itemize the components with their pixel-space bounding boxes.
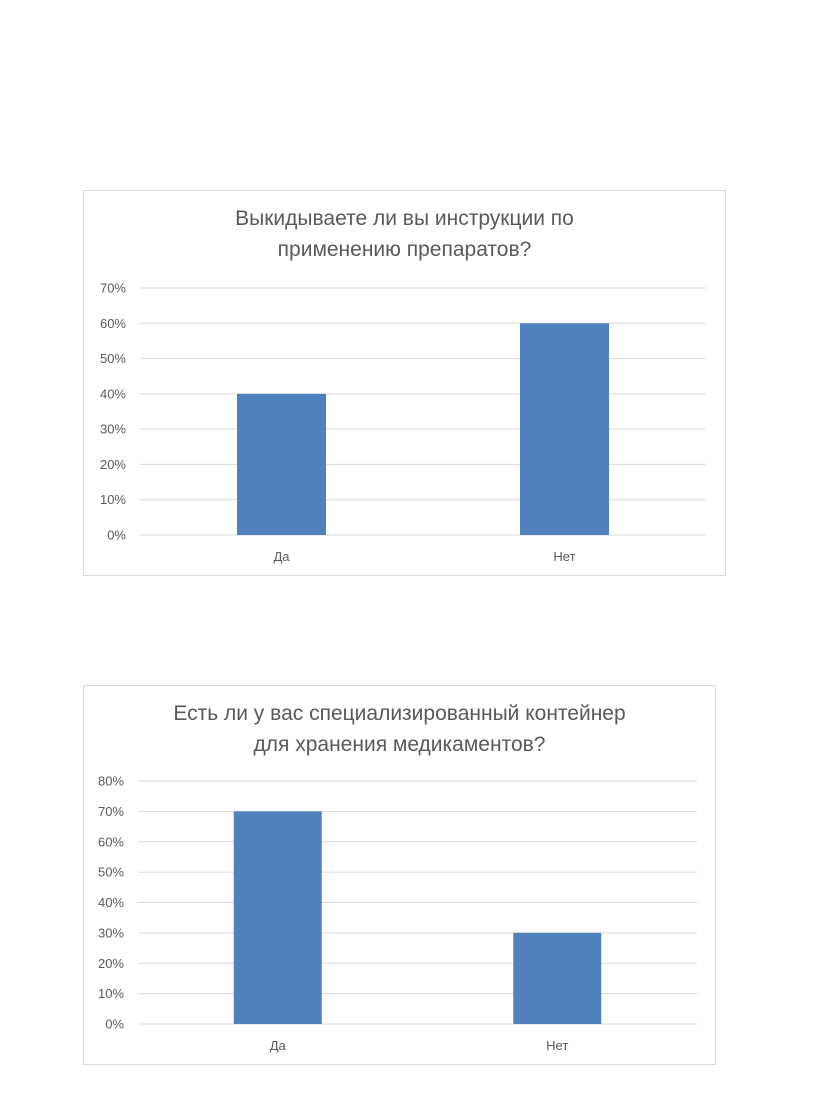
chart-title-line-1: Выкидываете ли вы инструкции по: [235, 207, 574, 230]
bar-2: [513, 933, 601, 1024]
y-tick-label: 10%: [99, 492, 126, 508]
y-tick-label: 0%: [107, 527, 126, 543]
chart-title-line-2: для хранения медикаментов?: [253, 733, 546, 756]
bar-plot: [84, 686, 715, 1064]
chart-title-line-2: применению препаратов?: [277, 238, 532, 261]
y-tick-label: 60%: [97, 834, 124, 850]
y-tick-label: 50%: [99, 351, 126, 367]
x-tick-label: Нет: [546, 1038, 569, 1053]
chart-container: [83, 685, 716, 1065]
bar-1: [237, 394, 326, 535]
chart-instructions: [83, 190, 726, 576]
y-tick-label: 40%: [99, 386, 126, 402]
y-tick-label: 30%: [97, 925, 124, 941]
y-tick-label: 80%: [97, 773, 124, 789]
y-tick-label: 20%: [97, 955, 124, 971]
y-tick-label: 0%: [105, 1016, 124, 1032]
x-tick-label: Нет: [553, 549, 576, 564]
y-tick-label: 10%: [97, 986, 124, 1002]
bar-plot: [84, 191, 725, 575]
x-tick-label: Да: [269, 1038, 286, 1053]
x-tick-label: Да: [273, 549, 290, 564]
y-tick-label: 60%: [99, 315, 126, 331]
y-tick-label: 30%: [99, 421, 126, 437]
y-tick-label: 20%: [99, 456, 126, 472]
y-tick-label: 40%: [97, 895, 124, 910]
chart-title-line-1: Есть ли у вас специализированный контейнер: [173, 702, 626, 725]
y-tick-label: 50%: [97, 864, 124, 880]
bar-1: [234, 811, 322, 1024]
y-tick-label: 70%: [97, 803, 124, 819]
bar-2: [520, 323, 609, 535]
y-tick-label: 70%: [99, 280, 126, 296]
